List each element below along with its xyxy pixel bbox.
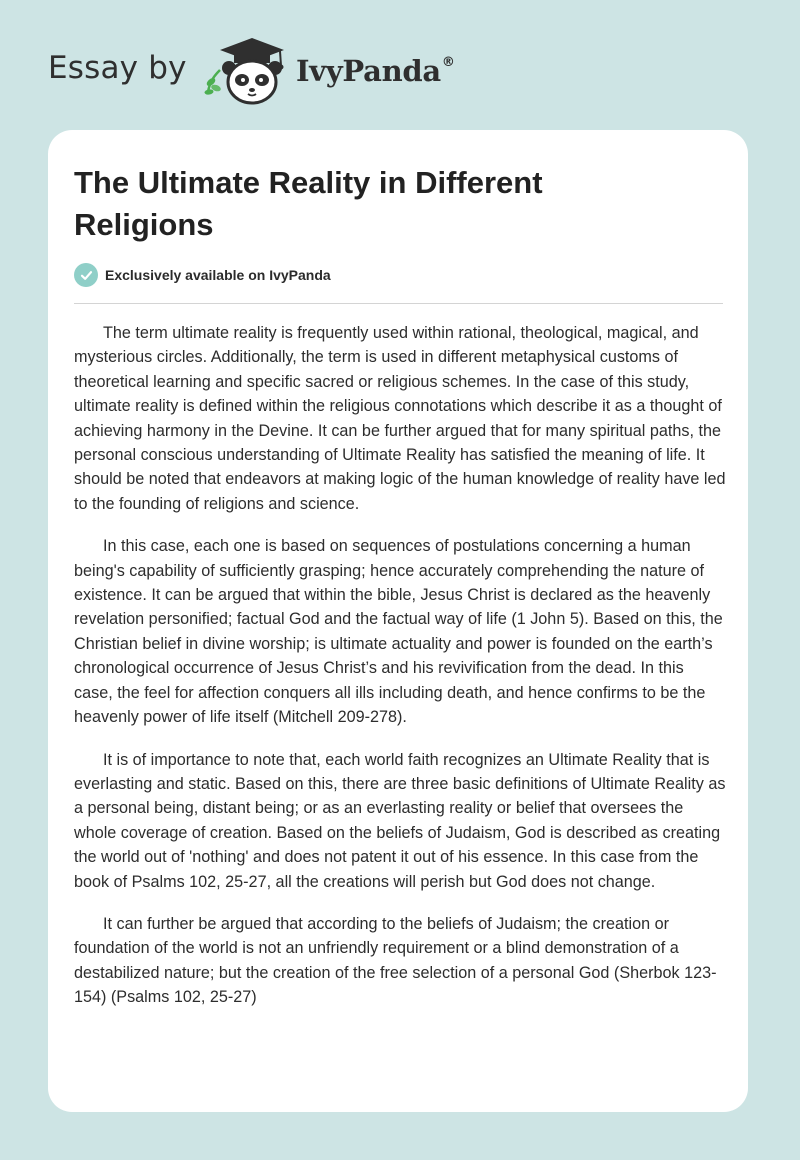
brand-name[interactable] xyxy=(296,54,455,88)
essay-body xyxy=(74,321,726,1028)
brand-prefix: Essay by xyxy=(48,50,187,86)
page-title: The Ultimate Reality in Different Religions xyxy=(74,165,543,242)
registered-mark: ® xyxy=(441,55,455,71)
exclusive-badge xyxy=(74,263,331,287)
site-header xyxy=(0,0,800,130)
divider xyxy=(74,303,723,304)
paragraph: It can further be argued that according to the beliefs of Judaism; the creation or foundation of the world is not an unfriendly requirement or a blind demonstration of a destabilized nature; but the creation of the free selection of a personal God (Sherbok 123-154) (Psalms 102, 25-27) xyxy=(74,914,717,1007)
exclusive-badge-label: Exclusively available on IvyPanda xyxy=(105,267,331,283)
brand-name-text: IvyPanda xyxy=(296,54,441,88)
paragraph: It is of importance to note that, each world faith recognizes an Ultimate Reality that is everlasting and static. Based on this, there are three basic definitions of Ultimate Reality as a personal being, distant being; or as an everlasting reality or belief that oversees the whole coverage of creation. Based on the beliefs of Judaism, God is described as creating the world out of 'nothing' and does not patent it out of his essence. In this case from the book of Psalms 102, 25-27, all the creations will perish but God does not change. xyxy=(74,750,726,891)
check-circle-icon xyxy=(74,263,98,287)
paragraph: In this case, each one is based on sequences of postulations concerning a human being's capability of sufficiently grasping; hence accurately comprehending the nature of existence. It can be argued that within the bible, Jesus Christ is declared as the heavenly revelation personified; factual God and the factual way of life (1 John 5). Based on this, the Christian belief in divine worship; is ultimate actuality and power is founded on the earth’s chronological occurrence of Jesus Christ’s and his revivification from the dead. In this case, the feel for affection conquers all ills including death, and hence confirms to be the heavenly power of life itself (Mitchell 209-278). xyxy=(74,537,723,727)
essay-card xyxy=(48,130,748,1112)
panda-graduate-logo-icon[interactable] xyxy=(200,36,292,108)
paragraph: The term ultimate reality is frequently used within rational, theological, magical, and mysterious circles. Additionally, the term is used in different metaphysical customs of theoretical learning and specific sacred or religious schemes. In the case of this study, ultimate reality is defined within the religious connotations which describe it as a thought of achieving harmony in the Devine. It can be further argued that for many spiritual paths, the personal conscious understanding of Ultimate Reality has satisfied the meaning of life. It should be noted that endeavors at making logic of the human knowledge of reality have led to the founding of religions and science. xyxy=(74,324,726,513)
